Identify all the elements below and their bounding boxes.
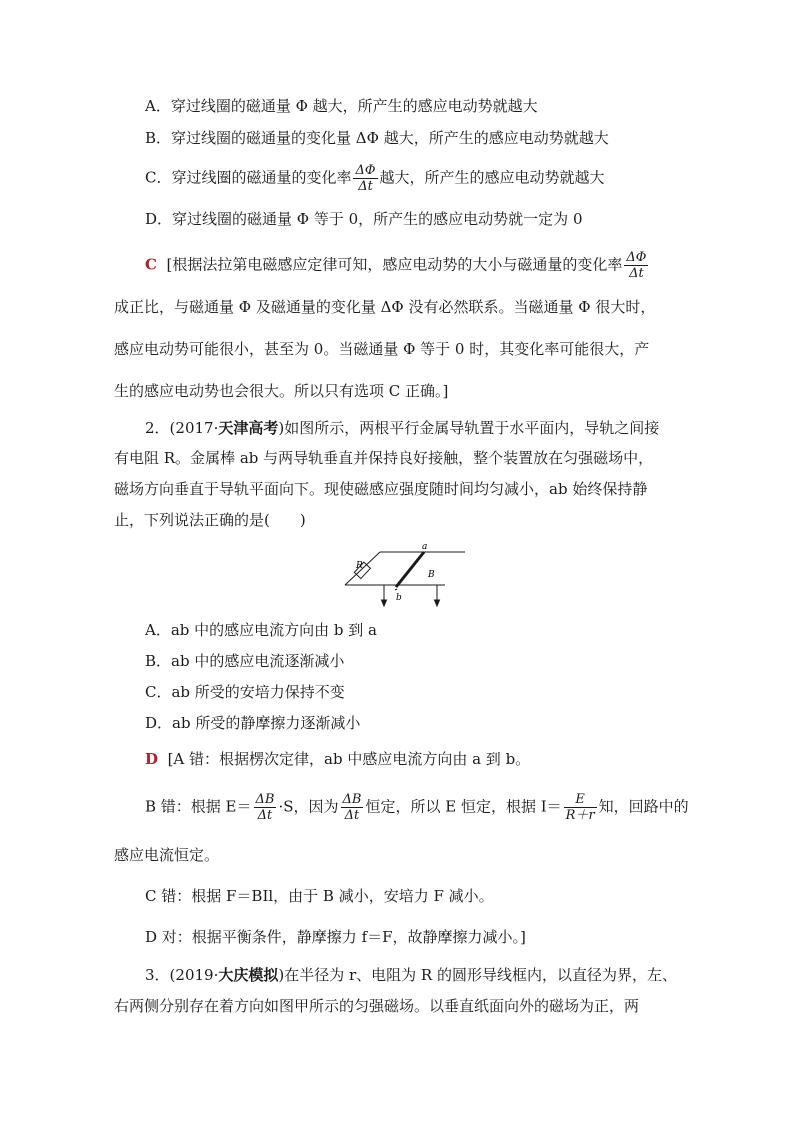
fraction: $\frac{\Delta\Phi}{\Delta t}$ (626, 250, 647, 281)
label-b: b (396, 593, 402, 603)
label-R: R (356, 561, 363, 571)
answer-letter: C (145, 255, 157, 274)
q2-stem-line2: 有电阻 R。金属棒 ab 与两导轨垂直并保持良好接触，整个装置放在匀强磁场中， (114, 449, 654, 467)
q2-explanation-a: D [A 错：根据楞次定律，ab 中感应电流方向由 a 到 b。 (145, 750, 531, 768)
fraction: $\frac{\Delta\Phi}{\Delta t}$ (355, 163, 376, 194)
q2-option-a: A．ab 中的感应电流方向由 b 到 a (145, 621, 377, 639)
fraction: $\frac{E}{R+r}$ (565, 792, 595, 823)
q2-stem-line4: 止，下列说法正确的是( ) (114, 511, 306, 529)
q1-option-d: D．穿过线圈的磁通量 Φ 等于 0，所产生的感应电动势就一定为 0 (145, 210, 583, 228)
q2-option-b: B．ab 中的感应电流逐渐减小 (145, 652, 345, 670)
label-B: B (428, 570, 435, 580)
q1-option-c: C．穿过线圈的磁通量的变化率 $\frac{\Delta\Phi}{\Delta t}$ 越大，所产生的感应电动势就越大 (145, 163, 605, 194)
q3-stem-line1: 3．(2019·大庆模拟)在半径为 r、电阻为 R 的圆形导线框内，以直径为界，左、 (145, 966, 677, 984)
q2-option-c: C．ab 所受的安培力保持不变 (145, 683, 345, 701)
q2-explanation-b: B 错：根据 E＝ $\frac{\Delta B}{\Delta t}$ ·S，因为 $\frac{\Delta B}{\Delta t}$ 恒定，所以 E 恒定，根据 I＝ $\frac{E}{R+r}$ 知，回路中的 (145, 792, 689, 823)
q1-explanation-line2: 成正比，与磁通量 Φ 及磁通量的变化量 ΔΦ 没有必然联系。当磁通量 Φ 很大时， (114, 298, 656, 316)
fraction: $\frac{\Delta B}{\Delta t}$ (342, 792, 362, 823)
q1-option-b: B．穿过线圈的磁通量的变化量 ΔΦ 越大，所产生的感应电动势就越大 (145, 129, 609, 147)
fraction: $\frac{\Delta B}{\Delta t}$ (255, 792, 275, 823)
q2-explanation-d: D 对：根据平衡条件，静摩擦力 f＝F，故静摩擦力减小。] (145, 928, 526, 946)
q2-stem-line3: 磁场方向垂直于导轨平面向下。现使磁感应强度随时间均匀减小，ab 始终保持静 (114, 480, 648, 498)
q2-rail-diagram (340, 538, 475, 610)
q1-explanation-line4: 生的感应电动势也会很大。所以只有选项 C 正确。] (114, 382, 449, 400)
q1-explanation-line3: 感应电动势可能很小，甚至为 0。当磁通量 Φ 等于 0 时，其变化率可能很大，产 (114, 340, 650, 358)
label-a: a (422, 542, 428, 552)
answer-letter: D (145, 750, 159, 768)
q1-explanation-line1: C [根据法拉第电磁感应定律可知，感应电动势的大小与磁通量的变化率 $\frac{\Delta\Phi}{\Delta t}$ (145, 250, 647, 281)
q2-option-d: D．ab 所受的静摩擦力逐渐减小 (145, 714, 361, 732)
q2-explanation-c: C 错：根据 F＝BIl，由于 B 减小，安培力 F 减小。 (145, 887, 494, 905)
q2-stem-line1: 2．(2017·天津高考)如图所示，两根平行金属导轨置于水平面内，导轨之间接 (145, 419, 660, 437)
q1-option-a: A．穿过线圈的磁通量 Φ 越大，所产生的感应电动势就越大 (145, 97, 538, 115)
q2-explanation-b-cont: 感应电流恒定。 (114, 846, 220, 864)
q3-stem-line2: 右两侧分别存在着方向如图甲所示的匀强磁场。以垂直纸面向外的磁场为正，两 (114, 997, 640, 1015)
